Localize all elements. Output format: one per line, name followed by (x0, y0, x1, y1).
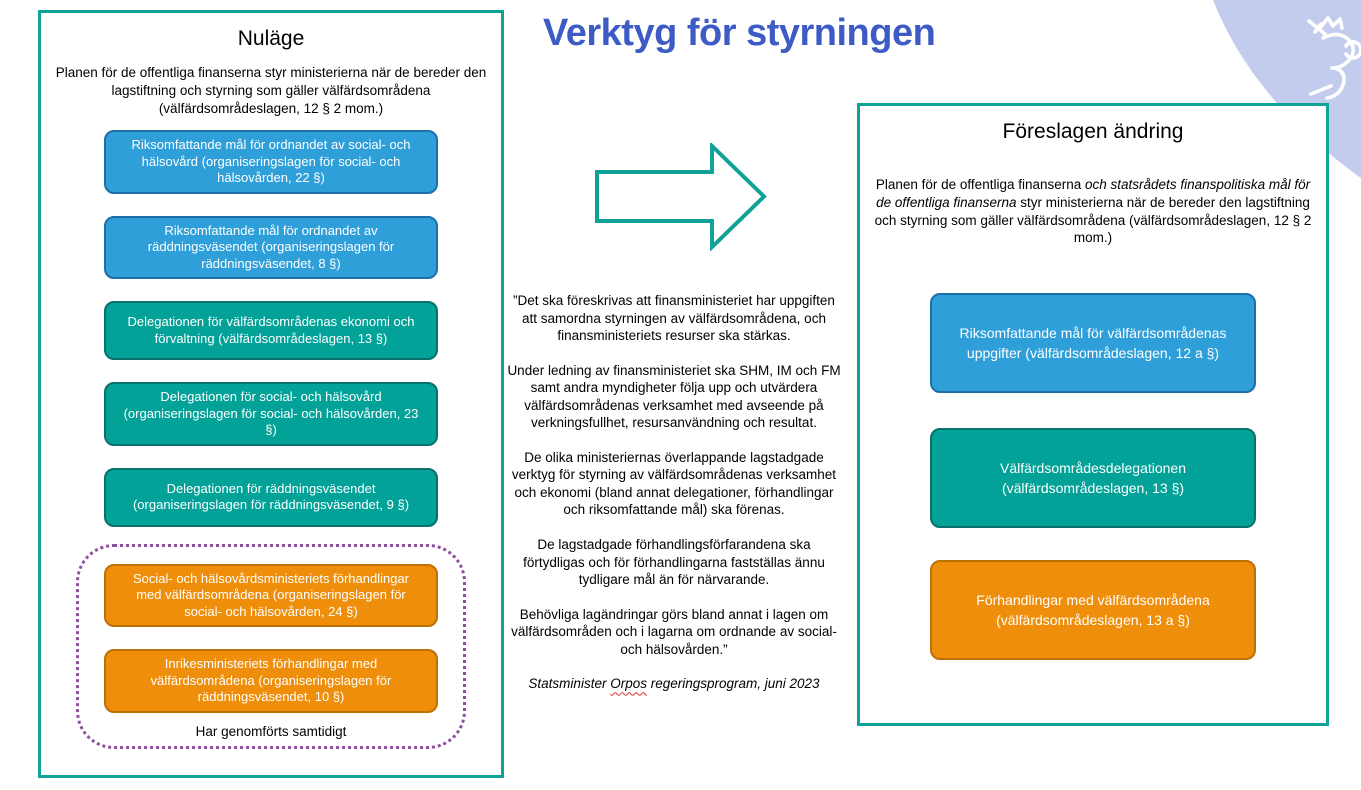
left-panel-heading: Nuläge (237, 27, 305, 50)
current-state-panel (38, 10, 504, 778)
proposed-negotiation-box: Förhandlingar med välfärdsområdena (välfärdsområdeslagen, 13 a §) (930, 560, 1256, 660)
transition-arrow (595, 143, 768, 256)
quote-paragraph: Behövliga lagändringar görs bland annat i lagen om välfärdsområden och i lagarna om ordnande av social- och hälsovården.” (511, 606, 837, 657)
quote-paragraph: De lagstadgade förhandlingsförfarandena ska förtydligas och för förhandlingarna fastställas ännu tydligare mål än för närvarande. (523, 537, 825, 588)
goal-box-social-health: Riksomfattande mål för ordnandet av social- och hälsovård (organiseringslagen för social- och hälsovården, 22 §) (104, 130, 438, 194)
intro-prefix: Planen för de offentliga finanserna (875, 177, 1086, 192)
proposed-change-panel (857, 103, 1329, 726)
goal-box-rescue: Riksomfattande mål för ordnandet av räddningsväsendet (organiseringslagen för räddningsväsendet, 8 §) (104, 216, 438, 280)
left-panel-intro: Planen för de offentliga finanserna styr ministerierna när de bereder den lagstiftning och styrning som gäller välfärdsområdena (välfärdsområdeslagen, 12 § 2 mom.) (55, 65, 487, 116)
citation-prefix: Statsminister (528, 676, 611, 692)
intro-suffix: styr ministerierna när de bereder den lagstiftning och styrning som gäller välfärdsområdena (välfärdsområdeslagen, 12 § 2 mom.) (874, 194, 1312, 246)
delegation-box-economy: Delegationen för välfärdsområdenas ekonomi och förvaltning (välfärdsområdeslagen, 13 §) (104, 301, 438, 360)
quote-block (505, 292, 843, 710)
simultaneous-caption: Har genomförts samtidigt (195, 723, 347, 739)
intro-italic-segment: och statsrådets finanspolitiska mål för de offentliga finanserna (876, 177, 1311, 210)
citation-suffix: regeringsprogram, juni 2023 (646, 676, 820, 692)
quote-paragraph: De olika ministeriernas överlappande lagstadgade verktyg för styrning av välfärdsområdenas verksamhet och ekonomi (bland annat delegationer, förhandlingar och riksomfattande mål) ska förenas. (511, 449, 837, 518)
right-panel-heading: Föreslagen ändring (1002, 120, 1184, 143)
negotiation-box-shm: Social- och hälsovårdsministeriets förhandlingar med välfärdsområdena (organiseringslagen för social- och hälsovården, 24 §) (104, 564, 438, 628)
right-panel-intro (874, 176, 1312, 247)
page-title: Verktyg för styrningen (543, 12, 936, 54)
delegation-box-social-health: Delegationen för social- och hälsovård (organiseringslagen för social- och hälsovården, 23 §) (104, 382, 438, 446)
proposed-goal-box: Riksomfattande mål för välfärdsområdenas uppgifter (välfärdsområdeslagen, 12 a §) (930, 293, 1256, 393)
negotiation-box-im: Inrikesministeriets förhandlingar med välfärdsområdena (organiseringslagen för räddningsväsendet, 10 §) (104, 649, 438, 713)
delegation-box-rescue: Delegationen för räddningsväsendet (organiseringslagen för räddningsväsendet, 9 §) (104, 468, 438, 527)
simultaneous-negotiations-group (76, 544, 466, 749)
quote-paragraph: Under ledning av finansministeriet ska SHM, IM och FM samt andra myndigheter följa upp och utvärdera välfärdsområdenas verksamhet med avseende på verkningsfullhet, resursanvändning och resultat. (507, 362, 841, 431)
arrow-right-icon (595, 143, 768, 251)
citation-name-squiggled: Orpos (610, 676, 647, 692)
proposed-delegation-box: Välfärdsområdesdelegationen (välfärdsområdeslagen, 13 §) (930, 428, 1256, 528)
citation (505, 675, 843, 693)
quote-paragraph: ”Det ska föreskrivas att finansministeriet har uppgiften att samordna styrningen av välfärdsområdena, och finansministeriets resurser ska stärkas. (513, 293, 835, 344)
